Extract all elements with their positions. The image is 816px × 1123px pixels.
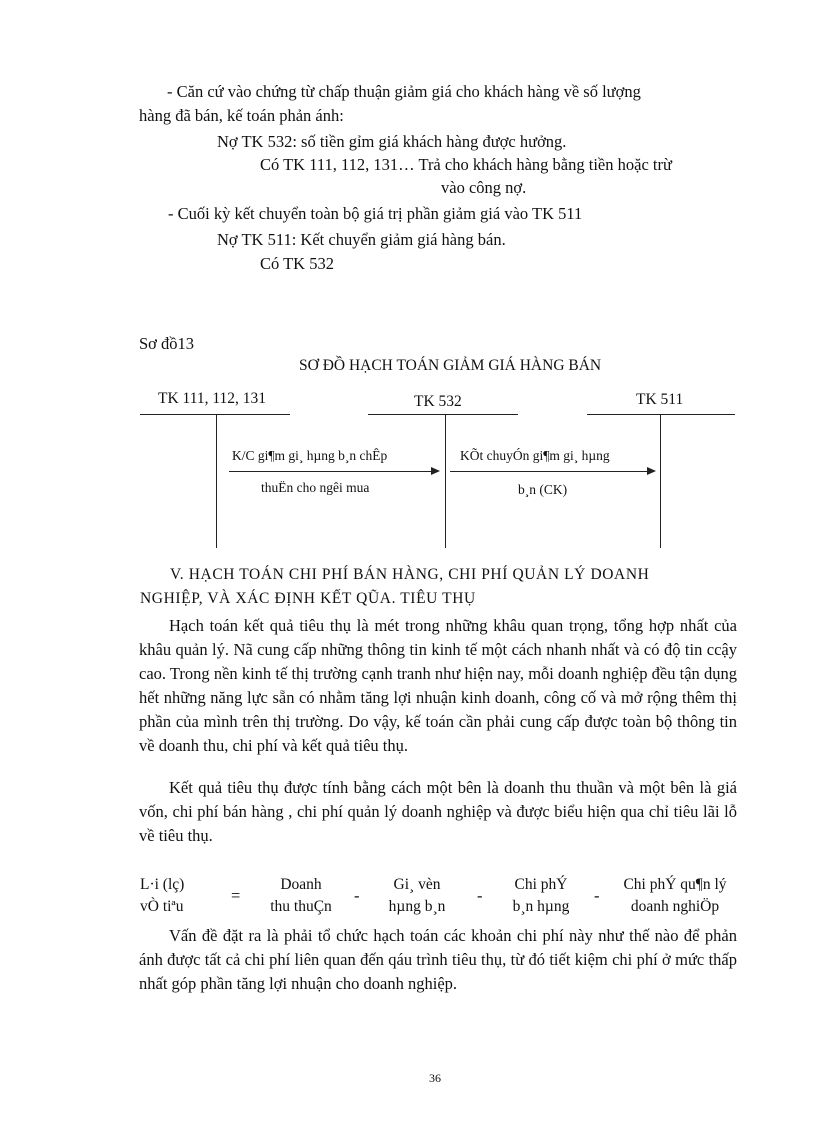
formula-term-3-bottom: b¸n hµng — [512, 898, 570, 915]
arrow-2-shaft — [450, 471, 650, 472]
formula-operator-3: - — [594, 886, 600, 905]
formula-term-4-bottom: doanh nghiÖp — [630, 898, 720, 915]
diagram-label: Sơ đồ13 — [139, 334, 195, 353]
arrow-2-label-bottom: b¸n (CK) — [518, 482, 568, 497]
arrow-2-head-icon — [647, 467, 656, 475]
formula-term-2 — [372, 874, 462, 918]
formula-result — [140, 874, 184, 918]
account-111-112-131: TK 111, 112, 131 — [158, 390, 267, 407]
account-532: TK 532 — [414, 393, 462, 410]
intro-line-1: - Căn cứ vào chứng từ chấp thuận giảm giá cho khách hàng về số lượng — [167, 82, 641, 101]
formula-operator-2: - — [477, 886, 483, 905]
paragraph-2: Kết quả tiêu thụ được tính bằng cách một bên là doanh thu thuần và một bên là giá vốn, chi phí bán hàng , chi phí quản lý doanh nghiệp và được biểu hiện qua chỉ tiêu lãi lỗ về tiêu thụ. — [139, 778, 737, 845]
arrow-1-shaft — [229, 471, 434, 472]
account-511: TK 511 — [636, 391, 684, 408]
diagram-title: SƠ ĐỒ HẠCH TOÁN GIẢM GIÁ HÀNG BÁN — [299, 357, 602, 374]
formula-operator-1: - — [354, 886, 360, 905]
debit-entry-2: Nợ TK 511: Kết chuyển giảm giá hàng bán. — [217, 230, 506, 249]
t-account-3-stem — [660, 414, 661, 548]
arrow-1-head-icon — [431, 467, 440, 475]
formula-term-2-bottom: hµng b¸n — [388, 898, 446, 915]
arrow-2-label-top: KÕt chuyÓn gi¶m gi¸ hµng — [460, 448, 610, 463]
t-account-2-top — [368, 414, 518, 415]
formula-term-3-top: Chi phÝ — [514, 876, 568, 893]
formula-term-3 — [496, 874, 586, 918]
intro-line-3: - Cuối kỳ kết chuyển toàn bộ giá trị phần giảm giá vào TK 511 — [168, 204, 583, 223]
t-account-1-top — [140, 414, 290, 415]
formula-result-bottom: vÒ tiªu — [140, 898, 184, 915]
formula-equals: = — [231, 886, 241, 905]
t-account-2-stem — [445, 414, 446, 548]
credit-entry-2: Có TK 532 — [260, 254, 334, 273]
credit-entry-1a: Có TK 111, 112, 131… Trả cho khách hàng bằng tiền hoặc trừ — [260, 155, 672, 174]
credit-entry-1b: vào công nợ. — [441, 178, 527, 197]
formula-term-1-top: Doanh — [280, 876, 322, 893]
page-number: 36 — [429, 1071, 441, 1085]
formula-term-1-bottom: thu thuÇn — [270, 898, 332, 915]
intro-line-2: hàng đã bán, kế toán phản ánh: — [139, 106, 344, 125]
formula-term-4-top: Chi phÝ qu¶n lý — [623, 876, 727, 893]
section-heading-line-1: V. HẠCH TOÁN CHI PHÍ BÁN HÀNG, CHI PHÍ QUẢN LÝ DOANH — [170, 566, 650, 583]
formula-term-1 — [256, 874, 346, 918]
closing-paragraph: Vấn đề đặt ra là phải tổ chức hạch toán các khoản chi phí này như thế nào để phản ánh được tất cả chi phí liên quan đến qáu trình tiêu thụ, từ đó tiết kiệm chi phí ở mức thấp nhất góp phần tăng lợi nhuận cho doanh nghiệp. — [139, 926, 737, 993]
formula-term-4 — [610, 874, 740, 918]
debit-entry-1: Nợ TK 532: số tiền gỉm giá khách hàng được hưởng. — [217, 132, 567, 151]
section-heading-line-2: NGHIỆP, VÀ XÁC ĐỊNH KẾT QŨA. TIÊU THỤ — [140, 590, 476, 607]
formula-result-top: L·i (lç) — [140, 876, 185, 893]
t-account-3-top — [587, 414, 735, 415]
paragraph-1: Hạch toán kết quả tiêu thụ là mét trong những khâu quan trọng, tổng hợp nhất của khâu quản lý. Nã cung cấp những thông tin kinh tế một cách nhanh nhất và có độ tin ccậy cao. Trong nền kinh tế thị trường cạnh tranh như hiện nay, mỗi doanh nghiệp đều tận dụng hết những năng lực sẵn có nhằm tăng lợi nhuận kinh doanh, công cố và mở rộng thêm thị phần của mình trên thị trường. Do vậy, kế toán cần phải cung cấp được toàn bộ thông tin về doanh thu, chi phí và kết quả tiêu thụ. — [139, 616, 737, 755]
arrow-1-label-bottom: thuËn cho ngêi mua — [261, 480, 370, 495]
formula-term-2-top: Gi¸ vèn — [393, 876, 441, 893]
arrow-1-label-top: K/C gi¶m gi¸ hµng b¸n chÊp — [232, 448, 388, 463]
t-account-1-stem — [216, 414, 217, 548]
